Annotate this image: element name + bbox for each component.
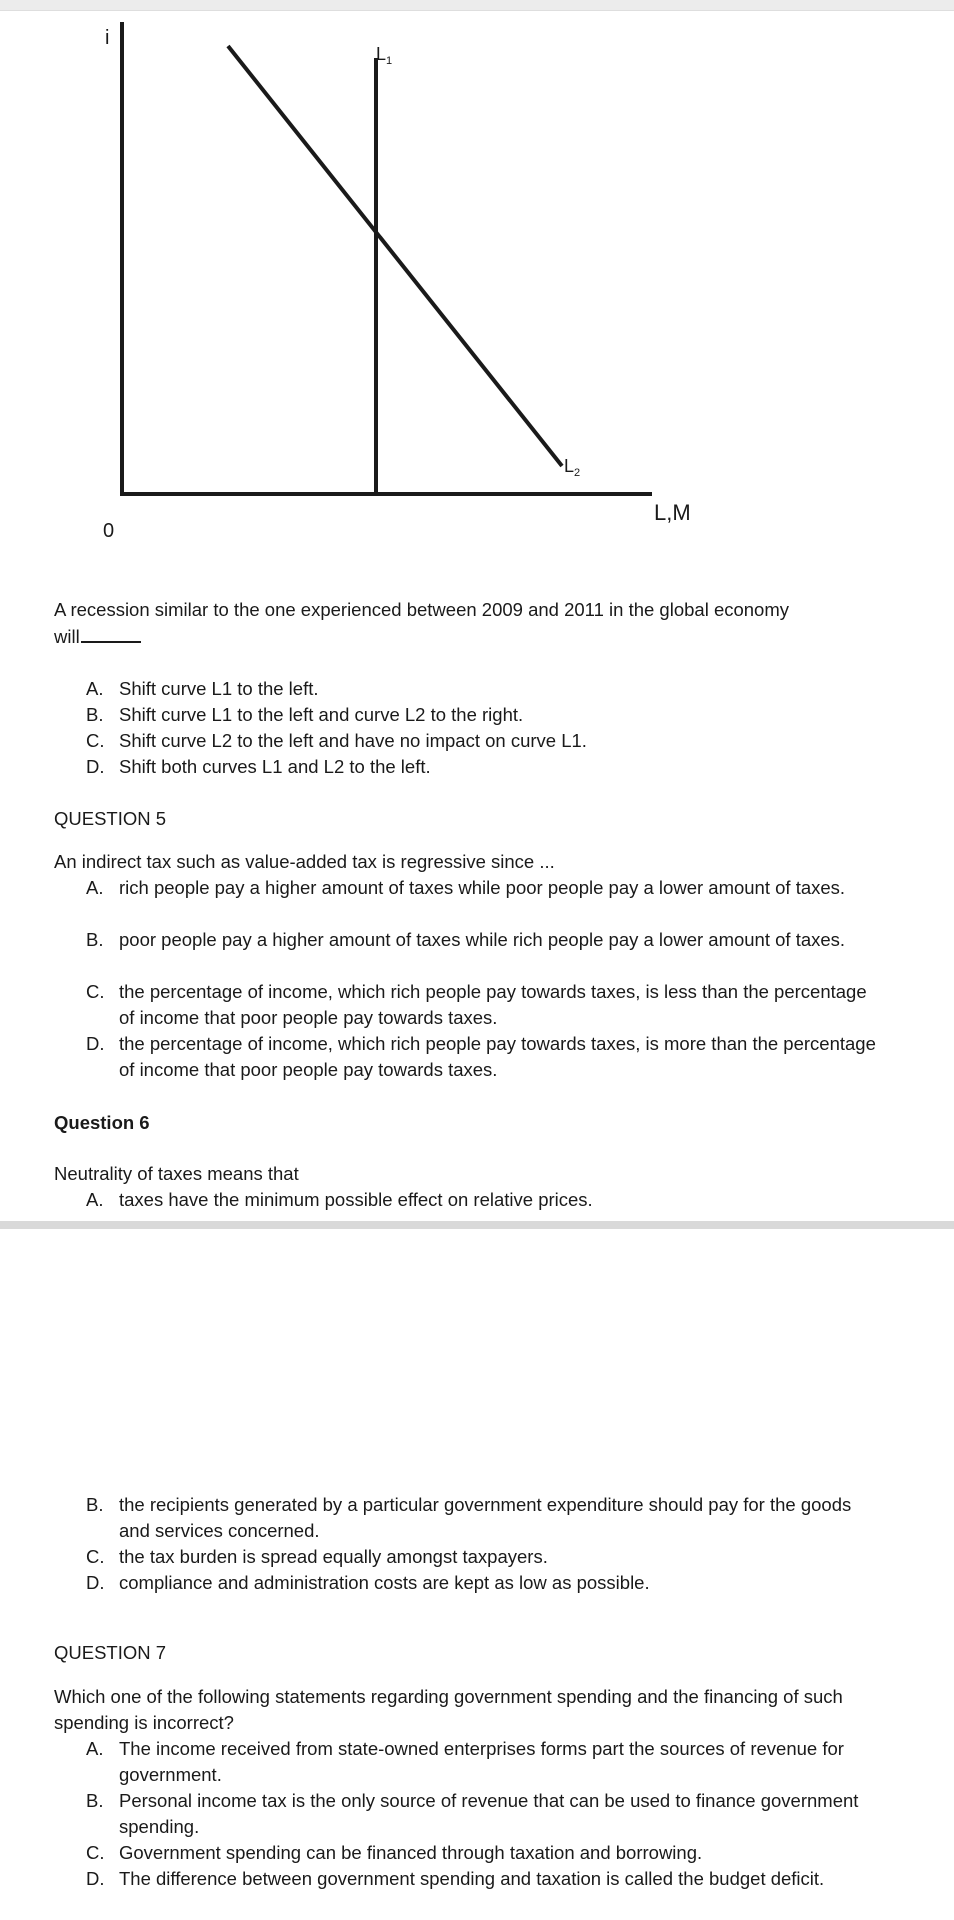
y-axis-label: i [105,27,110,49]
q7-heading: QUESTION 7 [54,1642,167,1663]
q5-stem: An indirect tax such as value-added tax is regressive since ... [54,851,555,872]
page-break [0,1221,954,1229]
origin-label: 0 [103,520,115,542]
q7-stem: Which one of the following statements regarding government spending and the financing of such spending is incorrect? [54,1686,843,1733]
curve-l2-label: $L_2$ [564,456,581,479]
q4-stem-cont: will [54,623,141,650]
q4-stem: A recession similar to the one experienced between 2009 and 2011 in the global economy [54,599,790,620]
curve-l1-label: $L_1$ [376,44,393,67]
liquidity-diagram [0,0,954,560]
q6-stem: Neutrality of taxes means that [54,1163,299,1184]
curve-l2-line [228,46,562,466]
answer-blank [81,623,141,643]
q5-heading: QUESTION 5 [54,808,167,829]
q6-heading: Question 6 [54,1112,150,1133]
x-axis-label: L,M [654,500,691,525]
